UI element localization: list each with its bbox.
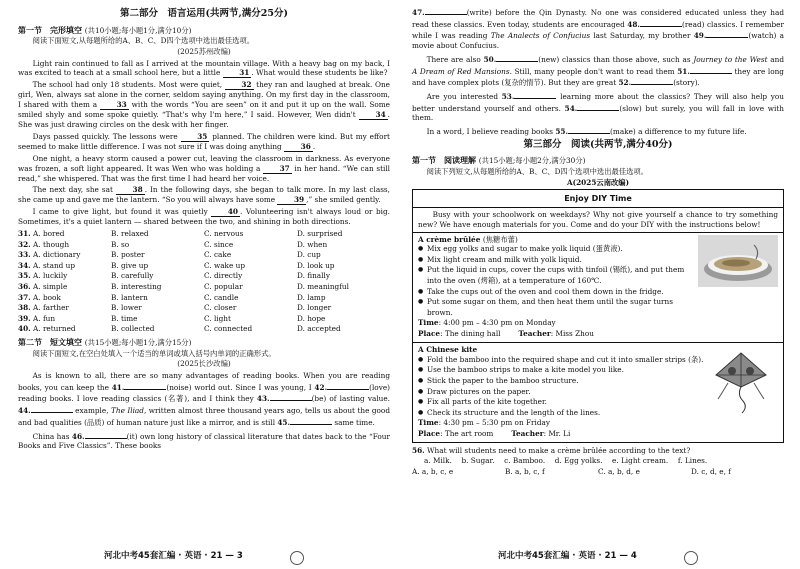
fill-para-2b [412, 6, 784, 51]
cloze-paragraph [18, 132, 390, 152]
option-text: A. bored [33, 229, 65, 239]
option-d[interactable] [297, 271, 390, 282]
fill-text: (write) before the Qin Dynasty. No one was considered educated unless they had read these classics. Even today, students are encouraged [412, 8, 784, 29]
option-text: B. give up [111, 260, 149, 270]
step-item: ● Mix light cream and milk with yolk liquid. [418, 255, 694, 266]
option-row [18, 324, 390, 335]
blank-number-41: 41. [111, 382, 125, 392]
cloze-instruction: 阅读下面短文,从每题所给的A、B、C、D四个选项中选出最佳选项。 [32, 36, 254, 46]
question-options [412, 467, 784, 477]
fill-text: and [767, 54, 784, 64]
blank-54[interactable] [577, 102, 619, 111]
reading-instruction: 阅读下列短文,从每题所给的A、B、C、D四个选项中选出最佳选项。 [426, 167, 648, 177]
cloze-desc: (共10小题;每小题1分,满分10分) [84, 25, 192, 35]
cloze-paragraph [18, 154, 390, 183]
blank-46[interactable] [85, 430, 127, 439]
blank-number-49: 49. [693, 31, 707, 41]
blank-53[interactable] [514, 90, 556, 99]
option-text: B. poster [111, 250, 145, 260]
step-item: ● Stick the paper to the bamboo structure. [418, 376, 706, 387]
fill-instruction: 阅读下面短文,在空白处填入一个适当的单词或填入括号内单词的正确形式。 [32, 348, 276, 358]
cloze-text: The next day, she sat [32, 185, 116, 195]
book-title: The Iliad [111, 406, 144, 416]
fill-text: China has [32, 431, 72, 441]
diy-title-text: Enjoy DIY Time [564, 194, 632, 204]
fill-text: (noise) world out. Since I was young, I [166, 382, 315, 392]
cloze-text: . [312, 141, 316, 151]
blank-41[interactable] [124, 381, 166, 390]
cloze-options [18, 229, 390, 335]
question-items: a. Milk. b. Sugar. c. Bamboo. d. Egg yolks. e. Light cream. f. Lines. [424, 455, 708, 465]
option-a[interactable] [18, 261, 111, 272]
step-item: ● Put the liquid in cups, cover the cups with tinfoil (锡纸), and put them into the oven (烤箱), at a temperature of 160℃. [418, 265, 694, 286]
option-c[interactable] [204, 293, 297, 304]
cloze-text: ,” she smiled gently. [306, 195, 381, 205]
answer-option[interactable]: D. c, d, e, f [691, 466, 731, 476]
option-d[interactable] [297, 314, 390, 325]
option-text: B. so [111, 239, 130, 249]
blank-number-48: 48. [627, 19, 640, 29]
step-item: ● Mix egg yolks and sugar to make yolk liquid (蛋黄液). [418, 244, 694, 255]
blank-number-44: 44. [18, 406, 31, 416]
option-row [18, 250, 390, 261]
option-d[interactable] [297, 261, 390, 272]
fill-text: , written almost three thousand years ago, tells us about the good and bad qualities (品质) of human nature just like a mirror, and is still [18, 406, 390, 427]
option-d[interactable] [297, 240, 390, 251]
place-value: : The dining hall [440, 329, 501, 339]
cloze-passage [18, 59, 390, 227]
option-text: D. meaningful [297, 282, 349, 291]
book-title: Journey to the West [693, 54, 768, 64]
option-text: A. farther [33, 303, 69, 313]
cloze-text: . What would these students be like? [251, 68, 388, 78]
cloze-blank-32[interactable]: 32 [225, 81, 254, 90]
divider [413, 232, 783, 233]
option-c[interactable] [204, 282, 297, 293]
option-text: C. popular [204, 282, 243, 291]
time-label: Time [418, 318, 439, 328]
option-d[interactable] [297, 324, 390, 335]
page-footer [0, 551, 800, 565]
option-a[interactable] [18, 303, 111, 314]
option-row [18, 240, 390, 251]
option-b[interactable] [111, 229, 204, 240]
question-number: 40. [18, 324, 31, 334]
reading-desc: (共15小题;每小题2分,满分30分) [478, 156, 586, 166]
cloze-blank-33[interactable]: 33 [100, 101, 129, 110]
option-text: A. fun [33, 313, 56, 323]
diy-intro: Busy with your schoolwork on weekdays? Why not give yourself a chance to try something new? We have enough materials for you. Come and do your DIY with the instructions below! [418, 210, 778, 229]
cloze-text: they ran and laughed at break. One girl, Wen, always sat alone in the corner, seldom saying anything. On my first day in the classroom, I shared with them a [18, 80, 390, 110]
option-b[interactable] [111, 314, 204, 325]
option-d[interactable] [297, 293, 390, 304]
right-column [412, 6, 784, 476]
teacher-value: : Miss Zhou [550, 329, 594, 339]
recipe-heading: A Chinese kite [418, 345, 478, 355]
creme-brulee-image [698, 235, 778, 287]
fill-text: There are also [426, 54, 484, 64]
option-row [18, 271, 390, 282]
part2-title: 第二部分 语言运用(共两节,满分25分) [119, 8, 289, 19]
step-item: ● Fold the bamboo into the required shape and cut it into smaller strips (条). [418, 355, 706, 366]
option-text: A. book [33, 292, 61, 302]
blank-42[interactable] [327, 381, 369, 390]
place-label: Place [418, 329, 441, 339]
blank-number-46: 46. [71, 431, 85, 441]
teacher-value: : Mr. Li [543, 429, 571, 439]
cloze-blank-39[interactable]: 39 [277, 196, 306, 205]
option-text: A. luckily [33, 271, 68, 281]
book-title: The Analects of Confucius [490, 31, 591, 41]
option-text: A. simple [33, 282, 68, 291]
option-c[interactable] [204, 303, 297, 314]
option-c[interactable] [204, 261, 297, 272]
time-value: : 4:30 pm – 5:30 pm on Friday [438, 418, 550, 428]
teacher-label: Teacher [511, 429, 544, 439]
option-text: D. finally [297, 271, 330, 281]
question-number: 31. [18, 229, 31, 239]
option-text: B. time [111, 313, 138, 323]
option-text: A. stand up [33, 260, 76, 270]
option-b[interactable] [111, 293, 204, 304]
recipe-place-teacher [418, 329, 778, 340]
option-a[interactable] [18, 271, 111, 282]
option-a[interactable] [18, 282, 111, 293]
option-text: B. relaxed [111, 229, 149, 239]
cloze-text: . She was just drawing circles on the desk with her finger. [18, 110, 390, 130]
option-row [18, 293, 390, 304]
question-56 [412, 446, 784, 476]
time-value: : 4:00 pm – 4:30 pm on Monday [438, 318, 556, 328]
answer-option[interactable]: B. a, b, c, f [505, 466, 545, 476]
blank-number-43: 43. [256, 394, 270, 404]
fill-text: last Saturday, my brother [590, 31, 694, 41]
fill-text: example, [72, 406, 111, 416]
fill-text: (make) a difference to my future life. [610, 127, 747, 137]
option-c[interactable] [204, 250, 297, 261]
step-item: ● Put some sugar on them, and then heat them until the sugar turns brown. [418, 297, 694, 318]
option-text: D. when [297, 239, 328, 249]
recipe-creme-brulee [418, 235, 778, 341]
blank-43[interactable] [270, 392, 312, 401]
recipe-time [418, 418, 778, 429]
step-item: ● Draw pictures on the paper. [418, 387, 706, 398]
option-row [18, 303, 390, 314]
option-row [18, 261, 390, 272]
option-text: C. connected [204, 324, 253, 334]
seal-icon [290, 551, 304, 565]
blank-number-50: 50. [483, 54, 497, 64]
option-text: B. collected [111, 324, 155, 334]
recipe-name: A crème brûlée [418, 234, 481, 244]
question-number: 35. [18, 271, 31, 281]
option-b[interactable] [111, 303, 204, 314]
fill-text: (it) own long history of classical literature that dates back to the “Four Books and Five Classics”. These books [18, 431, 390, 451]
seal-icon [684, 551, 698, 565]
option-text: A. returned [33, 324, 76, 334]
option-row [18, 229, 390, 240]
option-b[interactable] [111, 271, 204, 282]
blank-number-51: 51. [677, 66, 690, 76]
option-d[interactable] [297, 303, 390, 314]
fill-para-4 [412, 90, 784, 123]
fill-text: (new) classics than those above, such as [538, 54, 694, 64]
fill-source: (2025长沙改编) [177, 359, 231, 369]
option-text: C. nervous [204, 229, 244, 239]
blank-number-47: 47. [412, 8, 425, 17]
blank-47[interactable] [425, 6, 467, 15]
divider [413, 342, 783, 343]
cloze-text: . Volunteering isn't always loud or big. Sometimes, it's a quiet lantern — shared between the two, and shining in both directions. [18, 207, 390, 227]
reading-heading [412, 155, 784, 166]
question-number: 56. [412, 446, 425, 456]
place-label: Place [418, 429, 441, 439]
option-a[interactable] [18, 240, 111, 251]
blank-number-52: 52. [618, 78, 632, 88]
option-text: C. closer [204, 303, 237, 313]
option-a[interactable] [18, 314, 111, 325]
blank-number-54: 54. [564, 103, 578, 113]
option-text: D. hope [297, 313, 326, 323]
cloze-text: The school had only 18 students. Most were quiet, [32, 80, 225, 90]
cloze-head: 第一节 完形填空 [18, 24, 82, 35]
option-row [18, 282, 390, 293]
blank-50[interactable] [496, 53, 538, 62]
option-c[interactable] [204, 314, 297, 325]
part3-title: 第三部分 阅读(共两节,满分40分) [523, 138, 673, 150]
fill-heading [18, 337, 390, 348]
step-item: ● Take the cups out of the oven and cool them down in the fridge. [418, 287, 694, 298]
blank-48[interactable] [640, 18, 682, 27]
cloze-blank-40[interactable]: 40 [211, 208, 240, 217]
option-d[interactable] [297, 250, 390, 261]
cloze-text: in her hand. “We can still read,” she whispered. That was the first time I had heard her voice. [18, 163, 391, 183]
option-text: A. dictionary [33, 250, 81, 260]
option-c[interactable] [204, 240, 297, 251]
recipe-name-cn: (焦糖布蕾) [482, 234, 518, 244]
option-d[interactable] [297, 282, 390, 293]
blank-52[interactable] [631, 76, 673, 85]
cloze-text: . In the following days, she began to talk more. In my last class, she came up and gave me the lantern. “So you will always have some [18, 185, 390, 205]
blank-44[interactable] [31, 404, 73, 413]
option-text: C. since [204, 239, 234, 249]
option-c[interactable] [204, 229, 297, 240]
cloze-source: (2025苏州改编) [177, 47, 231, 57]
cloze-text: with the words “You are seen” on it and put it up on the wall. Some smiled shyly and some spoke quietly. “That's why I'm here,” I said. However, Wen didn't [18, 100, 390, 120]
cloze-paragraph [18, 207, 390, 227]
cloze-paragraph [18, 185, 390, 205]
time-label: Time [418, 418, 439, 428]
option-a[interactable] [18, 229, 111, 240]
fill-text: Are you interested [426, 91, 502, 101]
option-c[interactable] [204, 324, 297, 335]
blank-number-42: 42. [314, 382, 328, 392]
blank-51[interactable] [690, 65, 732, 74]
fill-text: . Still, many people don't want to read them [509, 66, 678, 76]
fill-para-5 [412, 125, 784, 137]
option-text: B. interesting [111, 282, 162, 291]
fill-para-1 [18, 371, 390, 428]
cloze-blank-38[interactable]: 38 [116, 186, 145, 195]
divider [413, 207, 783, 208]
option-d[interactable] [297, 229, 390, 240]
cloze-text: Days passed quickly. The lessons were [32, 131, 181, 141]
fill-para-3 [412, 53, 784, 88]
question-number: 36. [18, 282, 31, 291]
question-number: 32. [18, 239, 31, 249]
kite-image [708, 347, 774, 415]
recipe-place-teacher [418, 429, 778, 440]
step-item: ● Check its structure and the length of the lines. [418, 408, 706, 419]
blank-55[interactable] [568, 125, 610, 134]
fill-text: they are long and have complex plots (复杂的情节). But they are great [412, 66, 784, 88]
teacher-label: Teacher [518, 329, 551, 339]
cloze-blank-36[interactable]: 36 [284, 143, 313, 152]
question-stem: What will students need to make a crème brûlée according to the text? [427, 446, 691, 456]
footer-right: 河北中考45套汇编 · 英语 · 21 — 4 [498, 551, 637, 561]
blank-number-53: 53. [501, 91, 515, 101]
place-value: : The art room [440, 429, 494, 439]
blank-number-45: 45. [277, 417, 291, 427]
fill-text: same time. [332, 417, 375, 427]
blank-49[interactable] [706, 29, 748, 38]
fill-desc: (共15小题;每小题1分,满分15分) [84, 337, 192, 347]
fill-text: (be) of lasting value. [311, 394, 390, 404]
question-number: 39. [18, 313, 31, 323]
option-text: C. candle [204, 292, 239, 302]
fill-text: learning more about the classics? They will also help you better understand yourself and others. [412, 91, 784, 113]
option-text: A. though [33, 239, 70, 249]
cloze-text: planned. The children were kind. But my effort seemed to make little difference. I was not sure if I was doing anything [18, 131, 390, 151]
option-a[interactable] [18, 324, 111, 335]
fill-text: (love) reading books. I love reading classics (名著), and I think they [18, 382, 390, 404]
blank-45[interactable] [290, 416, 332, 425]
diy-card-title [418, 193, 778, 205]
question-number: 38. [18, 303, 31, 313]
fill-head: 第二节 短文填空 [18, 336, 82, 347]
option-text: C. directly [204, 271, 243, 281]
cloze-paragraph [18, 80, 390, 129]
option-a[interactable] [18, 293, 111, 304]
option-text: D. longer [297, 303, 332, 313]
reading-head: 第一节 阅读理解 [412, 155, 476, 166]
cloze-text: One night, a heavy storm caused a power cut, leaving the classroom in darkness. As everyone was frozen, a soft light appeared. It was Wen who was holding a [18, 153, 390, 173]
recipe-chinese-kite [418, 345, 778, 440]
option-b[interactable] [111, 250, 204, 261]
cloze-blank-35[interactable]: 35 [181, 133, 210, 142]
cloze-paragraph [18, 59, 390, 79]
option-c[interactable] [204, 271, 297, 282]
option-text: C. wake up [204, 260, 245, 270]
blank-number-55: 55. [555, 127, 569, 137]
fill-para-2a [18, 430, 390, 451]
option-text: B. carefully [111, 271, 154, 281]
passage-a-source: A(2025云南改编) [566, 177, 630, 187]
option-text: D. look up [297, 260, 335, 270]
answer-option[interactable]: A. a, b, c, e [412, 466, 454, 476]
cloze-blank-31[interactable]: 31 [223, 69, 252, 78]
option-text: D. cup [297, 250, 321, 260]
option-b[interactable] [111, 282, 204, 293]
option-b[interactable] [111, 261, 204, 272]
cloze-blank-34[interactable]: 34 [359, 111, 388, 120]
recipe-time [418, 318, 778, 329]
fill-text: (watch) a movie about Confucius. [412, 31, 784, 51]
fill-text: (story). [673, 78, 700, 88]
fill-text: (slow) but surely, you will fall in love with them. [412, 103, 784, 123]
question-number: 33. [18, 250, 31, 260]
question-number: 37. [18, 292, 31, 302]
step-item: ● Fix all parts of the kite together. [418, 397, 706, 408]
option-b[interactable] [111, 240, 204, 251]
option-text: D. accepted [297, 324, 341, 334]
fill-text: In a word, I believe reading books [426, 127, 556, 137]
cloze-text: I came to give light, but found it was quietly [32, 207, 212, 217]
fill-text: (read) classics. I remember while I was reading [412, 19, 784, 41]
fill-text: As is known to all, there are so many advantages of reading books. When you are reading books, you can keep the [18, 371, 390, 392]
option-text: B. lower [111, 303, 142, 313]
option-text: C. cake [204, 250, 232, 260]
footer-left: 河北中考45套汇编 · 英语 · 21 — 3 [104, 551, 243, 561]
diy-card [412, 189, 784, 443]
option-a[interactable] [18, 250, 111, 261]
step-item: ● Use the bamboo strips to make a kite model you like. [418, 365, 706, 376]
question-number: 34. [18, 260, 31, 270]
cloze-blank-37[interactable]: 37 [263, 165, 292, 174]
cloze-text: Light rain continued to fall as I arrived at the mountain village. With a heavy bag on my back, I was excited to teach at a small school here, but a little [18, 58, 390, 78]
option-row [18, 314, 390, 325]
option-text: B. lantern [111, 292, 148, 302]
cloze-heading [18, 25, 390, 36]
option-text: C. light [204, 313, 231, 323]
option-b[interactable] [111, 324, 204, 335]
option-text: D. lamp [297, 292, 326, 302]
left-column [18, 6, 390, 453]
answer-option[interactable]: C. a, b, d, e [598, 466, 640, 476]
book-title: A Dream of Red Mansions [412, 66, 510, 76]
option-text: D. surprised [297, 229, 343, 239]
